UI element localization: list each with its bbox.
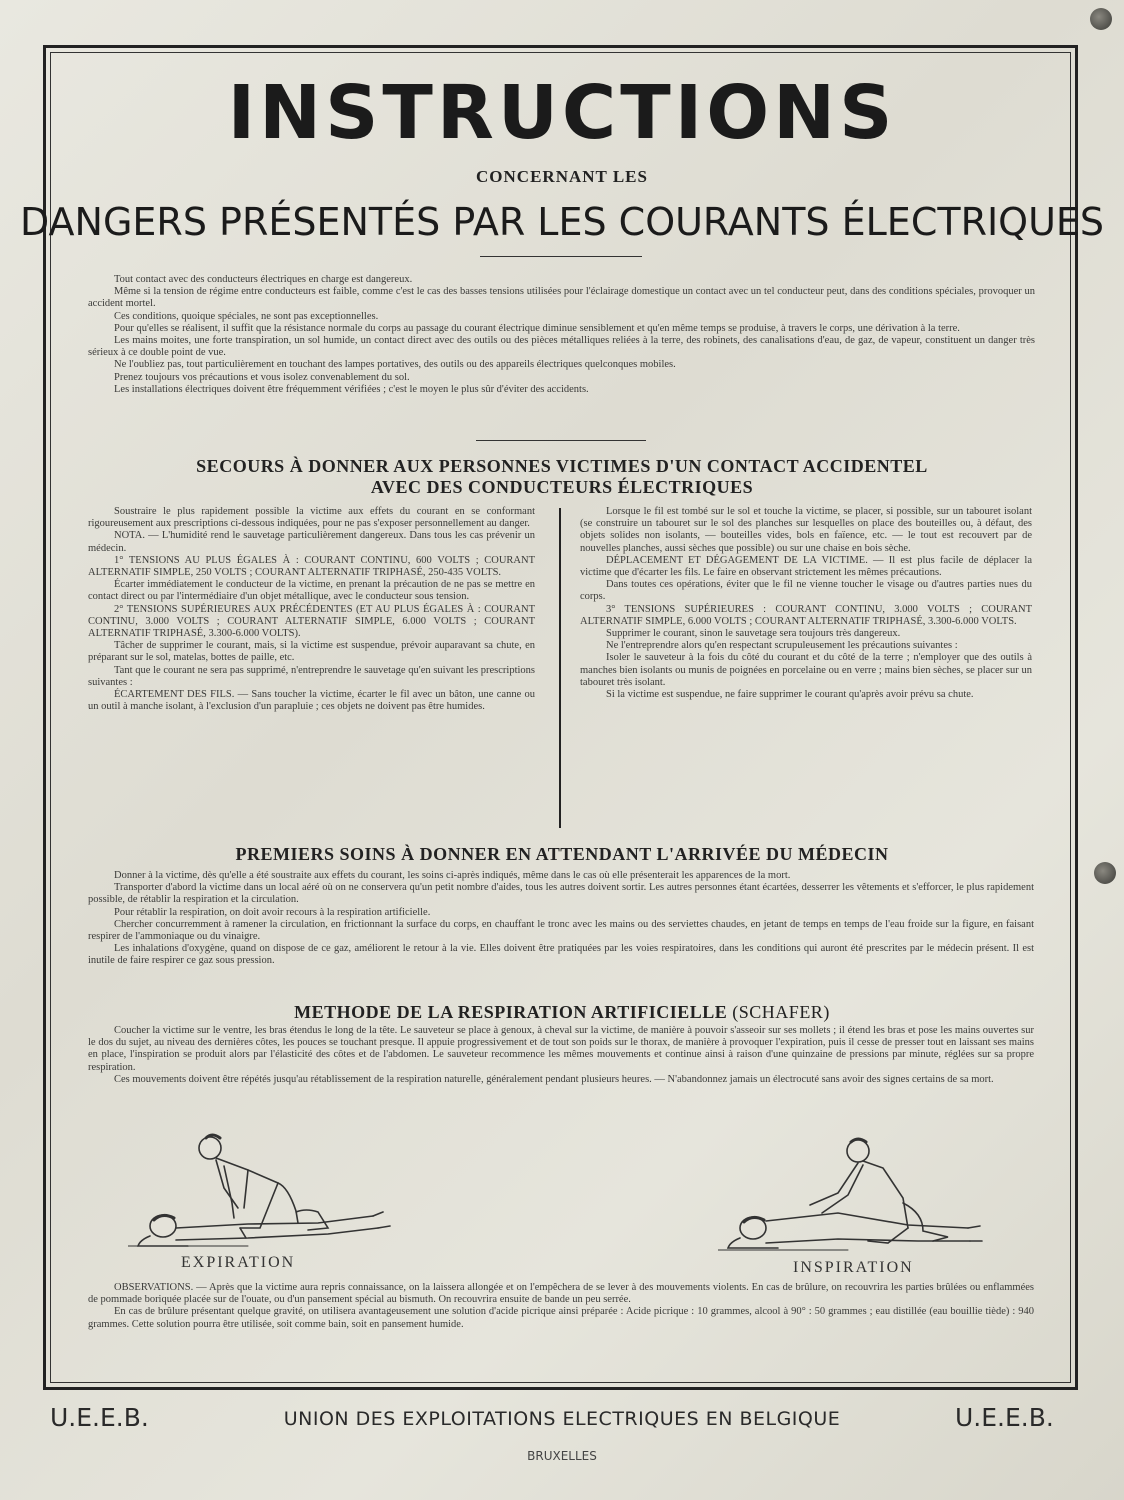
inspiration-illustration bbox=[718, 1133, 993, 1268]
rescue-right-paragraph: Ne l'entreprendre alors qu'en respectant scrupuleusement les précautions suivantes : bbox=[606, 640, 958, 652]
inspiration-caption: INSPIRATION bbox=[793, 1259, 914, 1276]
intro-paragraph: Les mains moites, une forte transpiration, un sol humide, un contact direct avec des outils ou des pièces métalliques reliées à la terre, des robinets, des canalisations d'eau, de gaz, de vapeur, constituent un danger très sérieux à ce double point de vue. bbox=[88, 335, 1035, 359]
rescue-right-column bbox=[580, 506, 1032, 828]
rescue-heading-line2: AVEC DES CONDUCTEURS ÉLECTRIQUES bbox=[370, 477, 754, 497]
intro-paragraph: Ne l'oubliez pas, tout particulièrement en touchant des lampes portatives, des outils ou des appareils électriques quelconques mobiles. bbox=[114, 359, 676, 371]
rescue-left-paragraph: Écarter immédiatement le conducteur de la victime, en prenant la précaution de ne pas se mettre en contact direct ou par l'intermédiaire d'un objet métallique, avec le conducteur sous tension. bbox=[88, 579, 535, 603]
rescue-right-paragraph: 3° TENSIONS SUPÉRIEURES : COURANT CONTINU, 3.000 VOLTS ; COURANT ALTERNATIF SIMPLE, 6.000 VOLTS ; COURANT ALTERNATIF TRIPHASÉ, 3.300-6.000 VOLTS. bbox=[580, 603, 1032, 627]
method-paragraph: Ces mouvements doivent être répétés jusqu'au rétablissement de la respiration naturelle, généralement pendant plusieurs heures. — N'abandonnez jamais un électrocuté sans avoir des signes certains de sa mort. bbox=[114, 1073, 994, 1085]
rescue-left-paragraph: 2° TENSIONS SUPÉRIEURES AUX PRÉCÉDENTES (ET AU PLUS ÉGALES À : COURANT CONTINU, 3.000 VOLTS ; COURANT ALTERNATIF SIMPLE, 6.000 VOLTS ; COURANT ALTERNATIF TRIPHASÉ, 3.300-6.000 VOLTS). bbox=[88, 603, 535, 640]
first-aid-paragraph: Les inhalations d'oxygène, quand on dispose de ce gaz, améliorent le retour à la vie. Elles doivent être pratiquées par les voies respiratoires, dans les conditions qui auront été prescrites par le médecin présent. Il est inutile de faire respirer ce gaz sous pression. bbox=[88, 943, 1034, 967]
column-divider bbox=[559, 508, 561, 828]
rescue-right-paragraph: Dans toutes ces opérations, éviter que le fil ne vienne toucher le visage ou d'autres parties nues du corps. bbox=[580, 579, 1032, 603]
rescue-right-paragraph: DÉPLACEMENT ET DÉGAGEMENT DE LA VICTIME. — Il est plus facile de déplacer la victime que d'écarter les fils. Le faire en observant strictement les mêmes précautions. bbox=[580, 554, 1032, 579]
method-text bbox=[88, 1025, 1034, 1125]
method-heading bbox=[80, 1002, 1044, 1023]
first-aid-paragraph: Chercher concurremment à ramener la circulation, en frictionnant la surface du corps, en chauffant le tronc avec les mains ou des serviettes chaudes, en jetant de temps en temps de l'eau froide sur la figure, en faisant respirer de l'ammoniaque ou du vinaigre. bbox=[88, 918, 1034, 943]
first-aid-paragraph: Donner à la victime, dès qu'elle a été soustraite aux effets du courant, les soins ci-après indiqués, même dans le cas où elle présenterait les apparences de la mort. bbox=[114, 870, 791, 881]
intro-paragraph: Ces conditions, quoique spéciales, ne sont pas exceptionnelles. bbox=[114, 310, 379, 322]
rescue-heading bbox=[80, 456, 1044, 498]
footer-city: BRUXELLES bbox=[527, 1449, 597, 1463]
method-paragraph: Coucher la victime sur le ventre, les bras étendus le long de la tête. Le sauveteur se place à genoux, à cheval sur la victime, de manière à pouvoir s'asseoir sur ses mollets ; il étend les bras et pose les mains ouvertes sur le dos du sujet, au niveau des dernières côtes, les pouces se touchant presque. Il appuie progressivement et de tout son poids sur le thorax, de manière à provoquer l'expiration, puis il cesse de presser tout en laissant ses mains en place, l'inspiration se produit alors par l'élasticité des côtes et de l'abdomen. Le sauveteur recommence les mêmes mouvements et continue ainsi à raison d'une quinzaine de pressions par minute, réglées sur sa propre respiration. bbox=[88, 1025, 1034, 1073]
method-heading-main: METHODE DE LA RESPIRATION ARTIFICIELLE bbox=[294, 1002, 728, 1022]
observations-text bbox=[88, 1282, 1034, 1370]
intro-paragraph: Les installations électriques doivent être fréquemment vérifiées ; c'est le moyen le plus sûr d'éviter des accidents. bbox=[114, 383, 589, 395]
first-aid-text bbox=[88, 870, 1034, 988]
footer-organization: UNION DES EXPLOITATIONS ELECTRIQUES EN BELGIQUE bbox=[283, 1408, 841, 1430]
rescue-left-column bbox=[88, 506, 535, 828]
footer-left-mark: U.E.E.B. bbox=[50, 1403, 149, 1432]
rescue-right-paragraph: Isoler le sauveteur à la fois du côté du courant et du côté de la terre ; n'employer que des outils à manches bien isolants ou munis de poignées en porcelaine ou en verre ; mains bien sèches, se placer sur un tabouret très isolant. bbox=[580, 652, 1032, 688]
method-heading-suffix: (SCHAFER) bbox=[732, 1002, 830, 1022]
screw-top-right bbox=[1090, 8, 1112, 30]
section-divider bbox=[476, 440, 646, 441]
rescue-right-paragraph: Supprimer le courant, sinon le sauvetage sera toujours très dangereux. bbox=[606, 628, 901, 640]
title-underline bbox=[480, 256, 642, 257]
rescue-left-paragraph: Tant que le courant ne sera pas supprimé, n'entreprendre le sauvetage qu'en suivant les prescriptions suivantes : bbox=[88, 664, 535, 688]
intro-paragraph: Prenez toujours vos précautions et vous isolez convenablement du sol. bbox=[114, 371, 410, 383]
observations-paragraph: OBSERVATIONS. — Après que la victime aura repris connaissance, on la laissera allongée et on l'empêchera de se lever à des mouvements violents. En cas de brûlure, on recouvrira les parties brûlées ou enflammées de pommade boriquée placée sur de l'ouate, ou d'un pansement spécial au bismuth. On recouvrira ensuite de bande un peu serrée. bbox=[88, 1282, 1034, 1306]
rescue-right-paragraph: Lorsque le fil est tombé sur le sol et touche la victime, se placer, si possible, sur un tabouret isolant (se construire un tabouret sur le sol des planches sur lesquelles on place des bouteilles ou, à défaut, des objets solides non isolants, — bouteilles vides, bols en faïence, etc. — le tout est recouvert par de nouvelles planches, aussi sèches que possible) ou sur une chaise en bois sèche. bbox=[580, 506, 1032, 554]
intro-paragraph: Pour qu'elles se réalisent, il suffit que la résistance normale du corps au passage du courant électrique diminue sensiblement et qu'en même temps se produise, à travers le corps, une dérivation à la terre. bbox=[114, 322, 960, 334]
screw-right bbox=[1094, 862, 1116, 884]
expiration-illustration bbox=[128, 1128, 398, 1263]
subtitle-small: CONCERNANT LES bbox=[476, 167, 648, 186]
page-title: INSTRUCTIONS bbox=[227, 70, 897, 156]
first-aid-paragraph: Pour rétablir la respiration, on doit avoir recours à la respiration artificielle. bbox=[114, 906, 431, 918]
first-aid-heading: PREMIERS SOINS À DONNER EN ATTENDANT L'ARRIVÉE DU MÉDECIN bbox=[235, 844, 889, 864]
rescue-left-paragraph: NOTA. — L'humidité rend le sauvetage particulièrement dangereux. Dans tous les cas prévenir un médecin. bbox=[88, 530, 535, 554]
rescue-right-paragraph: Si la victime est suspendue, ne faire supprimer le courant qu'après avoir prévu sa chute. bbox=[606, 689, 974, 701]
intro-paragraph: Même si la tension de régime entre conducteurs est faible, comme c'est le cas des basses tensions utilisées pour l'éclairage domestique un contact avec un tel conducteur peut, dans des conditions spéciales, provoquer un accident mortel. bbox=[88, 286, 1035, 310]
expiration-caption: EXPIRATION bbox=[181, 1254, 296, 1271]
intro-paragraph: Tout contact avec des conducteurs électriques en charge est dangereux. bbox=[114, 274, 413, 285]
rescue-left-paragraph: 1° TENSIONS AU PLUS ÉGALES À : COURANT CONTINU, 600 VOLTS ; COURANT ALTERNATIF SIMPLE, 250 VOLTS ; COURANT ALTERNATIF TRIPHASÉ, 250-435 VOLTS. bbox=[88, 554, 535, 579]
first-aid-paragraph: Transporter d'abord la victime dans un local aéré où on ne conservera qu'un petit nombre d'aides, tous les autres doivent sortir. Les autres personnes étant écartées, desserrer les vêtements et s'efforcer, le plus rapidement possible, de rétablir la respiration et la circulation. bbox=[88, 882, 1034, 906]
rescue-heading-line1: SECOURS À DONNER AUX PERSONNES VICTIMES D'UN CONTACT ACCIDENTEL bbox=[196, 456, 928, 476]
observations-paragraph: En cas de brûlure présentant quelque gravité, on utilisera avantageusement une solution d'acide picrique ainsi préparée : Acide picrique : 10 grammes, alcool à 90° : 50 grammes ; eau distillée (eau bouillie tiède) : 940 grammes. Cette solution pourra être utilisée, soit comme bain, soit en pansement humide. bbox=[88, 1306, 1034, 1330]
rescue-left-paragraph: Tâcher de supprimer le courant, mais, si la victime est suspendue, prévoir auparavant sa chute, en préparant sur le sol, matelas, bottes de paille, etc. bbox=[88, 640, 535, 664]
footer-right-mark: U.E.E.B. bbox=[955, 1403, 1054, 1432]
subtitle-main: DANGERS PRÉSENTÉS PAR LES COURANTS ÉLECTRIQUES bbox=[19, 200, 1105, 244]
rescue-left-paragraph: Soustraire le plus rapidement possible la victime aux effets du courant en se conformant rigoureusement aux prescriptions ci-dessous indiquées, pour ne pas s'exposer personnellement au danger. bbox=[88, 506, 535, 530]
rescue-left-paragraph: ÉCARTEMENT DES FILS. — Sans toucher la victime, écarter le fil avec un bâton, une canne ou un outil à manche isolant, à l'exclusion d'un parapluie ; ces objets ne doivent pas être humides. bbox=[88, 689, 535, 713]
intro-text bbox=[88, 274, 1035, 432]
